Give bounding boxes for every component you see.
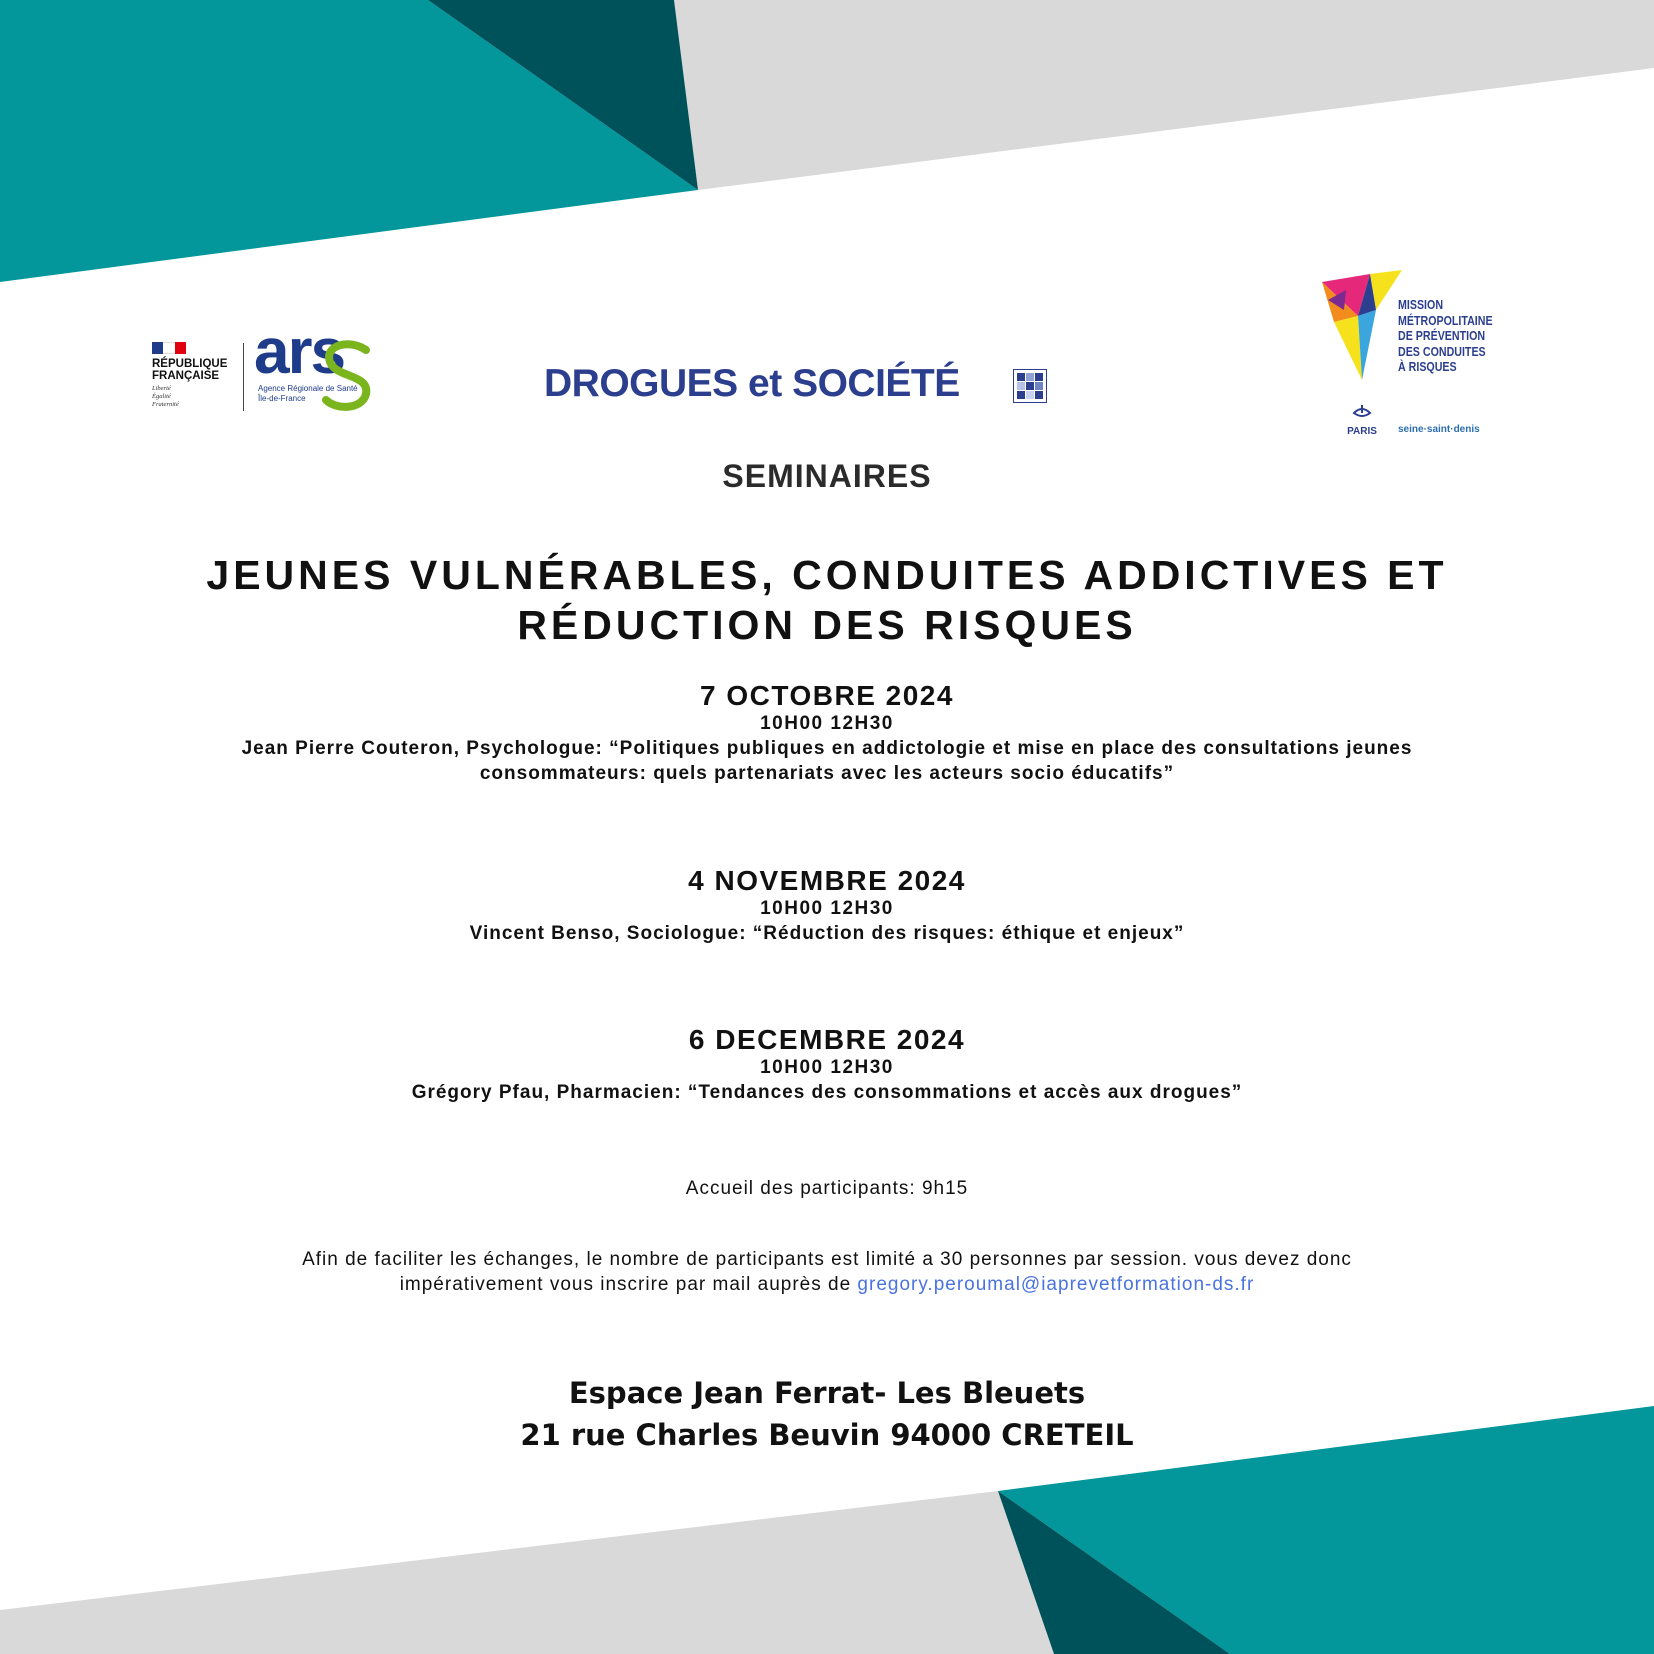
republique-francaise-logo [152, 342, 252, 409]
session-time: 10H00 12H30 [760, 713, 894, 734]
drogues-et-societe-title-part2: et [737, 362, 793, 405]
republique-francaise-title: RÉPUBLIQUE FRANÇAISE [152, 358, 228, 382]
session-date: 7 OCTOBRE 2024 [700, 680, 954, 711]
seminaires-heading: SEMINAIRES [722, 458, 932, 494]
drogues-et-societe-title-part1: DROGUES [544, 362, 738, 405]
paris-label: PARIS [1347, 426, 1377, 437]
session-date: 6 DECEMBRE 2024 [688, 1024, 966, 1055]
drogues-et-societe-logo [544, 362, 960, 406]
venue-street: 21 rue Charles Beuvin 94000 CRETEIL [520, 1418, 1134, 1452]
paris-logo [1344, 403, 1380, 437]
mosaic-icon [1013, 369, 1047, 403]
top-gray-shape [674, 0, 1654, 190]
seminar-title-line2: RÉDUCTION DES RISQUES [517, 602, 1137, 648]
session-october [0, 680, 1654, 786]
registration-email-link[interactable]: gregory.peroumal@iaprevetformation-ds.fr [857, 1274, 1255, 1295]
session-november [0, 865, 1654, 946]
registration-info [0, 1247, 1654, 1297]
registration-info-prefix: impérativement vous inscrire par mail auprès de [399, 1274, 858, 1295]
accueil-text: Accueil des participants: 9h15 [685, 1178, 969, 1199]
session-speaker-line1: Vincent Benso, Sociologue: “Réduction des risques: éthique et enjeux” [469, 923, 1185, 944]
french-flag-icon [152, 342, 186, 354]
session-december [0, 1024, 1654, 1105]
republique-francaise-motto: Liberté Égalité Fraternité [152, 385, 179, 408]
session-speaker-line1: Grégory Pfau, Pharmacien: “Tendances des consommations et accès aux drogues” [411, 1082, 1243, 1103]
bottom-gray-shape [0, 1491, 1054, 1654]
session-time: 10H00 12H30 [760, 1057, 894, 1078]
seine-saint-denis-logo: seine·saint·denis [1398, 424, 1480, 435]
paris-ship-icon [1351, 403, 1373, 421]
ars-logo-text: ars [254, 315, 345, 387]
registration-info-line1: Afin de faciliter les échanges, le nombre de participants est limité a 30 personnes par session. vous devez donc [302, 1249, 1352, 1270]
venue-name: Espace Jean Ferrat- Les Bleuets [568, 1376, 1086, 1410]
drogues-et-societe-title-part3: SOCIÉTÉ [792, 362, 960, 405]
seminar-title-line1: JEUNES VULNÉRABLES, CONDUITES ADDICTIVES ET [206, 552, 1448, 598]
session-speaker-line1: Jean Pierre Couteron, Psychologue: “Politiques publiques en addictologie et mise en place des consultations jeunes [241, 738, 1413, 759]
registration-info-line2 [0, 1272, 1654, 1297]
session-speaker-line2: consommateurs: quels partenariats avec les acteurs socio éducatifs” [479, 763, 1175, 784]
venue-address [0, 1372, 1654, 1456]
seminar-title [0, 550, 1654, 650]
session-date: 4 NOVEMBRE 2024 [688, 865, 966, 896]
ars-subtitle: Agence Régionale de Santé Île-de-France [258, 384, 358, 403]
logo-divider [243, 343, 244, 411]
mission-metropolitaine-logo-icon [1322, 270, 1402, 380]
mission-metropolitaine-text: MISSION MÉTROPOLITAINE DE PRÉVENTION DES CONDUITES À RISQUES [1398, 297, 1493, 374]
session-time: 10H00 12H30 [760, 898, 894, 919]
